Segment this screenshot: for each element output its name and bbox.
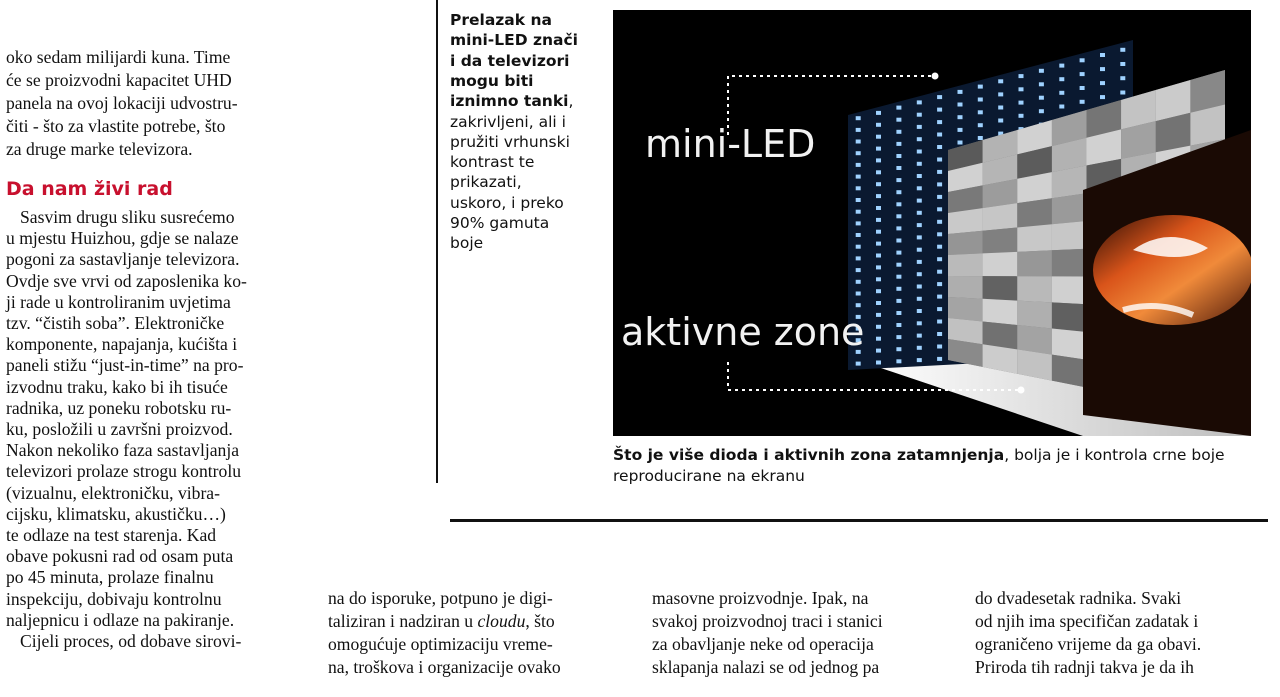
- led-dot: [876, 265, 881, 269]
- led-dot: [958, 128, 963, 132]
- text-line: panela na ovoj lokaciji udvostru-: [6, 93, 238, 113]
- caption-line: boje: [450, 234, 484, 253]
- led-dot: [1019, 87, 1024, 91]
- led-dot: [856, 186, 861, 190]
- led-dot: [1120, 48, 1125, 52]
- led-dot: [856, 256, 861, 260]
- led-dot: [1100, 81, 1105, 85]
- zone-cell: [983, 228, 1018, 254]
- text-line: Sasvim drugu sliku susrećemo: [20, 207, 235, 227]
- led-dot: [876, 242, 881, 246]
- led-dot: [1080, 86, 1085, 90]
- text-line: od njih ima specifičan zadatak i: [975, 611, 1199, 631]
- led-dot: [937, 120, 942, 124]
- led-dot: [856, 128, 861, 132]
- text-line: izvodnu traku, kako bi ih tisuće: [6, 376, 228, 397]
- mini-led-illustration: [613, 10, 1251, 436]
- led-dot: [896, 130, 901, 134]
- text-line: naljepnicu i odlaze na pakiranje.: [6, 609, 235, 630]
- zone-cell: [983, 299, 1018, 325]
- led-dot: [937, 320, 942, 324]
- led-dot: [978, 85, 983, 89]
- text-line: Priroda tih radnji takva je da ih: [975, 657, 1194, 677]
- led-dot: [937, 170, 942, 174]
- led-dot: [917, 199, 922, 203]
- text-line: svakoj proizvodnoj traci i stanici: [652, 611, 883, 631]
- led-dot: [896, 178, 901, 182]
- led-dot: [917, 346, 922, 350]
- caption-line: prikazati,: [450, 173, 522, 192]
- led-dot: [937, 207, 942, 211]
- led-dot: [917, 260, 922, 264]
- caption-line: zakrivljeni, ali i: [450, 112, 566, 131]
- led-dot: [856, 198, 861, 202]
- led-dot: [876, 158, 881, 162]
- vertical-rule: [436, 0, 438, 483]
- led-dot: [1019, 101, 1024, 105]
- led-dot: [896, 275, 901, 279]
- text-line: ku, posložili u završni proizvod.: [6, 419, 233, 439]
- text-line: komponente, napajanja, kućišta i: [6, 334, 238, 355]
- text-line: cijsku, klimatsku, akustičku…): [6, 503, 226, 524]
- led-dot: [1059, 91, 1064, 95]
- led-dot: [917, 358, 922, 362]
- led-dot: [937, 133, 942, 137]
- led-dot: [1059, 64, 1064, 68]
- led-dot: [896, 335, 901, 339]
- leader-dot: [932, 73, 939, 80]
- led-dot: [937, 270, 942, 274]
- caption-line: 90% gamuta: [450, 214, 550, 232]
- text-line: će se proizvodni kapacitet UHD: [6, 70, 232, 90]
- led-dot: [896, 359, 901, 363]
- led-dot: [896, 142, 901, 146]
- led-dot: [937, 108, 942, 112]
- text-line: masovne proizvodnje. Ipak, na: [652, 588, 869, 608]
- text-line: [328, 610, 555, 633]
- led-dot: [856, 116, 861, 120]
- led-dot: [1019, 114, 1024, 118]
- text-line: na, troškova i organizacije ovako: [328, 657, 561, 677]
- led-dot: [876, 123, 881, 127]
- led-dot: [917, 100, 922, 104]
- led-dot: [856, 292, 861, 296]
- led-dot: [937, 158, 942, 162]
- leader-dot: [1018, 387, 1025, 394]
- led-dot: [856, 151, 861, 155]
- zone-cell: [948, 276, 983, 299]
- led-dot: [896, 106, 901, 110]
- zone-cell: [1017, 198, 1052, 227]
- led-dot: [978, 123, 983, 127]
- led-dot: [896, 311, 901, 315]
- led-dot: [917, 297, 922, 301]
- zone-cell: [948, 253, 983, 276]
- caption-line: uskoro, i preko: [450, 193, 564, 212]
- led-dot: [896, 251, 901, 255]
- led-dot: [917, 137, 922, 141]
- caption-bold-line: mini-LED znači: [450, 31, 578, 50]
- led-dot: [876, 254, 881, 258]
- led-dot: [978, 136, 983, 140]
- led-dot: [876, 218, 881, 222]
- led-dot: [917, 162, 922, 166]
- led-dot: [937, 282, 942, 286]
- led-dot: [896, 347, 901, 351]
- text-line: radnika, uz poneku robotsku ru-: [6, 397, 232, 418]
- led-dot: [856, 245, 861, 249]
- caption-bold-text: iznimno tanki: [450, 92, 569, 111]
- led-dot: [1100, 67, 1105, 71]
- led-dot: [917, 309, 922, 313]
- text-line: tzv. “čistih soba”. Elektroničke: [6, 313, 225, 333]
- led-dot: [896, 202, 901, 206]
- text-line: paneli stižu “just-in-time” na pro-: [6, 355, 244, 376]
- led-dot: [896, 190, 901, 194]
- zone-cell: [1017, 301, 1052, 329]
- led-dot: [876, 289, 881, 293]
- led-dot: [937, 245, 942, 249]
- caption-bold-text: Što je više dioda i aktivnih zona zatamnjenja: [613, 446, 1005, 464]
- led-dot: [917, 211, 922, 215]
- zone-cell: [948, 297, 983, 322]
- caption-text: ,: [568, 92, 574, 111]
- led-dot: [876, 325, 881, 329]
- led-dot: [917, 235, 922, 239]
- led-dot: [856, 140, 861, 144]
- led-dot: [958, 103, 963, 107]
- led-dot: [937, 220, 942, 224]
- text-line: u mjestu Huizhou, gdje se nalaze: [6, 228, 239, 249]
- led-dot: [1100, 95, 1105, 99]
- led-dot: [1120, 76, 1125, 80]
- text-span: taliziran i nadziran u: [328, 611, 478, 631]
- led-dot: [1120, 91, 1125, 95]
- led-dot: [876, 230, 881, 234]
- led-dot: [917, 272, 922, 276]
- zone-cell: [1052, 193, 1087, 224]
- led-dot: [937, 195, 942, 199]
- label-active-zones: aktivne zone: [621, 310, 865, 354]
- led-dot: [937, 357, 942, 361]
- led-dot: [937, 307, 942, 311]
- led-dot: [917, 334, 922, 338]
- led-dot: [876, 194, 881, 198]
- led-dot: [896, 239, 901, 243]
- led-dot: [1039, 96, 1044, 100]
- led-dot: [937, 345, 942, 349]
- text-span: , što: [525, 611, 555, 631]
- led-dot: [856, 280, 861, 284]
- text-line: za obavljanje neke od operacija: [652, 634, 874, 654]
- led-dot: [896, 166, 901, 170]
- text-line: sklapanja nalazi se od jednog pa: [652, 657, 880, 677]
- text-line: po 45 minuta, prolaze finalnu: [6, 567, 214, 588]
- caption-text: , bolja je i kontrola crne boje: [1004, 446, 1225, 464]
- led-dot: [958, 115, 963, 119]
- led-dot: [1039, 69, 1044, 73]
- led-dot: [978, 98, 983, 102]
- text-line: pogoni za sastavljanje televizora.: [6, 249, 240, 270]
- led-dot: [856, 210, 861, 214]
- text-line: na do isporuke, potpuno je digi-: [328, 588, 553, 608]
- led-dot: [998, 92, 1003, 96]
- led-dot: [1080, 58, 1085, 62]
- led-dot: [856, 268, 861, 272]
- led-dot: [998, 119, 1003, 123]
- led-dot: [896, 118, 901, 122]
- led-dot: [937, 295, 942, 299]
- text-line: ji rade u kontroliranim uvjetima: [6, 291, 231, 312]
- led-dot: [876, 277, 881, 281]
- zone-cell: [1052, 221, 1087, 250]
- text-line: te odlaze na test starenja. Kad: [6, 525, 217, 545]
- zone-cell: [1052, 302, 1087, 332]
- led-dot: [1059, 105, 1064, 109]
- led-dot: [876, 182, 881, 186]
- led-dot: [876, 361, 881, 365]
- led-dot: [1019, 74, 1024, 78]
- led-dot: [896, 154, 901, 158]
- text-line: inspekciju, dobivaju kontrolnu: [6, 588, 222, 609]
- led-dot: [978, 110, 983, 114]
- text-line: Cijeli proces, od dobave sirovi-: [20, 631, 242, 651]
- led-dot: [937, 182, 942, 186]
- led-dot: [958, 141, 963, 145]
- led-dot: [876, 147, 881, 151]
- led-dot: [876, 111, 881, 115]
- led-dot: [917, 223, 922, 227]
- led-dot: [917, 125, 922, 129]
- caption-bold-line: mogu biti: [450, 71, 534, 90]
- led-dot: [896, 263, 901, 267]
- zone-cell: [1052, 249, 1087, 277]
- caption-line: reproducirane na ekranu: [613, 467, 805, 485]
- zone-cell: [1017, 250, 1052, 276]
- led-dot: [876, 349, 881, 353]
- led-dot: [1100, 53, 1105, 57]
- led-dot: [856, 175, 861, 179]
- led-dot: [896, 226, 901, 230]
- led-dot: [896, 214, 901, 218]
- led-dot: [876, 135, 881, 139]
- text-line: Nakon nekoliko faza sastavljanja: [6, 440, 240, 461]
- text-line: televizori prolaze strogu kontrolu: [6, 461, 241, 482]
- led-dot: [917, 150, 922, 154]
- led-dot: [856, 362, 861, 366]
- led-dot: [1039, 109, 1044, 113]
- led-dot: [856, 163, 861, 167]
- caption-line: [613, 445, 1225, 466]
- text-line: obave pokusni rad od osam puta: [6, 546, 234, 567]
- text-line: oko sedam milijardi kuna. Time: [6, 47, 231, 67]
- italic-term: cloudu: [477, 611, 526, 631]
- caption-bold-line: Prelazak na: [450, 11, 552, 29]
- text-line: za druge marke televizora.: [6, 139, 193, 159]
- text-line: ograničeno vrijeme da ga obavi.: [975, 634, 1202, 654]
- led-dot: [1039, 82, 1044, 86]
- led-dot: [998, 79, 1003, 83]
- caption-line: pružiti vrhunski: [450, 132, 570, 151]
- led-dot: [1059, 77, 1064, 81]
- led-dot: [937, 257, 942, 261]
- zone-cell: [983, 276, 1018, 301]
- led-dot: [876, 313, 881, 317]
- led-dot: [876, 337, 881, 341]
- horizontal-rule: [450, 519, 1268, 522]
- led-dot: [917, 321, 922, 325]
- led-dot: [856, 303, 861, 307]
- led-dot: [917, 186, 922, 190]
- caption-line: [450, 91, 573, 111]
- text-line: do dvadesetak radnika. Svaki: [975, 588, 1182, 608]
- caption-line: kontrast te: [450, 153, 535, 172]
- led-dot: [917, 248, 922, 252]
- led-dot: [1080, 100, 1085, 104]
- subheading: Da nam živi rad: [6, 178, 173, 200]
- led-dot: [917, 113, 922, 117]
- zone-cell: [948, 231, 983, 255]
- zone-cell: [1017, 224, 1052, 252]
- zone-cell: [1017, 325, 1052, 355]
- led-dot: [876, 206, 881, 210]
- led-dot: [1080, 72, 1085, 76]
- led-dot: [917, 285, 922, 289]
- label-mini-led: mini-LED: [645, 122, 816, 166]
- led-dot: [856, 233, 861, 237]
- led-dot: [1120, 62, 1125, 66]
- led-dot: [937, 95, 942, 99]
- led-dot: [958, 90, 963, 94]
- zone-cell: [1017, 276, 1052, 302]
- led-dot: [856, 221, 861, 225]
- caption-bold-line: i da televizori: [450, 51, 570, 70]
- led-dot: [876, 170, 881, 174]
- text-line: Ovdje sve vrvi od zaposlenika ko-: [6, 270, 247, 291]
- text-line: čiti - što za vlastite potrebe, što: [6, 116, 226, 136]
- led-dot: [937, 232, 942, 236]
- led-dot: [937, 332, 942, 336]
- text-line: omogućuje optimizaciju vreme-: [328, 634, 553, 654]
- mini-led-figure: [613, 10, 1251, 436]
- zone-cell: [1052, 329, 1087, 360]
- led-dot: [937, 145, 942, 149]
- led-dot: [917, 174, 922, 178]
- zone-cell: [983, 252, 1018, 276]
- led-dot: [896, 287, 901, 291]
- led-dot: [998, 106, 1003, 110]
- text-line: (vizualnu, elektroničku, vibra-: [6, 482, 220, 503]
- led-dot: [896, 299, 901, 303]
- led-dot: [896, 323, 901, 327]
- led-dot: [876, 301, 881, 305]
- zone-cell: [1052, 276, 1087, 304]
